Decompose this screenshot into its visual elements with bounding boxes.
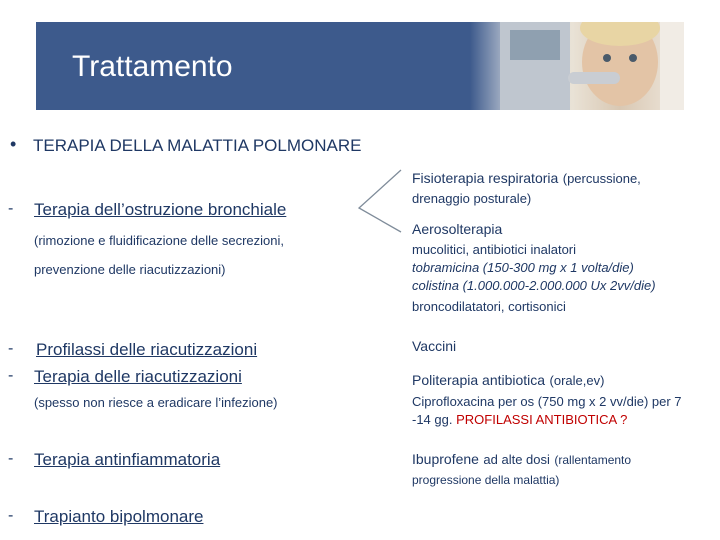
header-photo	[470, 22, 684, 110]
dash-5: -	[8, 507, 14, 524]
politerapia-block	[412, 372, 604, 390]
aerosol-line1: mucolitici, antibiotici inalatori	[412, 242, 577, 257]
section-bullet: •	[10, 134, 17, 154]
dash-3: -	[8, 367, 14, 384]
fisioterapia-block	[412, 170, 641, 188]
dash-4: -	[8, 450, 14, 467]
dash-1: -	[8, 200, 14, 217]
item3-note: (spesso non riesce a eradicare l’infezione)	[34, 395, 278, 410]
aerosol-line3: colistina (1.000.000-2.000.000 Ux 2vv/die)	[412, 278, 656, 293]
section-heading: TERAPIA DELLA MALATTIA POLMONARE	[33, 136, 362, 155]
item1-note-line2: prevenzione delle riacutizzazioni)	[34, 262, 226, 277]
item-antinfiammatoria: Terapia antinfiammatoria	[34, 450, 221, 469]
fisioterapia-line2: drenaggio posturale)	[412, 191, 532, 206]
politerapia-title: Politerapia antibiotica	[412, 372, 546, 388]
politerapia-paren: (orale,ev)	[549, 373, 605, 388]
child-nebulizer-image	[470, 22, 684, 110]
ibuprofene-line2: progressione della malattia)	[412, 473, 560, 487]
aerosol-line2: tobramicina (150-300 mg x 1 volta/die)	[412, 260, 634, 275]
slide-title: Trattamento	[72, 50, 233, 83]
ibuprofene-paren: (rallentamento	[554, 453, 632, 467]
ibuprofene-dose: ad alte dosi	[483, 452, 550, 467]
item-trapianto: Trapianto bipolmonare	[34, 507, 204, 526]
ibuprofene-title: Ibuprofene	[412, 451, 479, 467]
dash-2: -	[8, 340, 14, 357]
profilassi-antibiotica: PROFILASSI ANTIBIOTICA ?	[456, 412, 628, 427]
item-profilassi: Profilassi delle riacutizzazioni	[36, 340, 258, 359]
ciprofloxacina-duration: -14 gg.	[412, 412, 453, 427]
ibuprofene-block	[412, 451, 631, 469]
item1-note-line1: (rimozione e fluidificazione delle secrezioni,	[34, 233, 285, 248]
item-terapia-riacutizzazioni: Terapia delle riacutizzazioni	[34, 367, 242, 386]
ciprofloxacina-line2	[412, 411, 627, 429]
ciprofloxacina-line1: Ciprofloxacina per os (750 mg x 2 vv/die) per 7	[412, 394, 682, 409]
fisioterapia-title: Fisioterapia respiratoria	[412, 170, 559, 186]
aerosol-line4: broncodilatatori, cortisonici	[412, 299, 566, 314]
aerosolterapia-title: Aerosolterapia	[412, 221, 503, 237]
branch-connector	[355, 166, 405, 236]
item-ostruzione-bronchiale: Terapia dell’ostruzione bronchiale	[34, 200, 287, 219]
fisioterapia-paren: (percussione,	[562, 171, 641, 186]
vaccini: Vaccini	[412, 338, 457, 354]
